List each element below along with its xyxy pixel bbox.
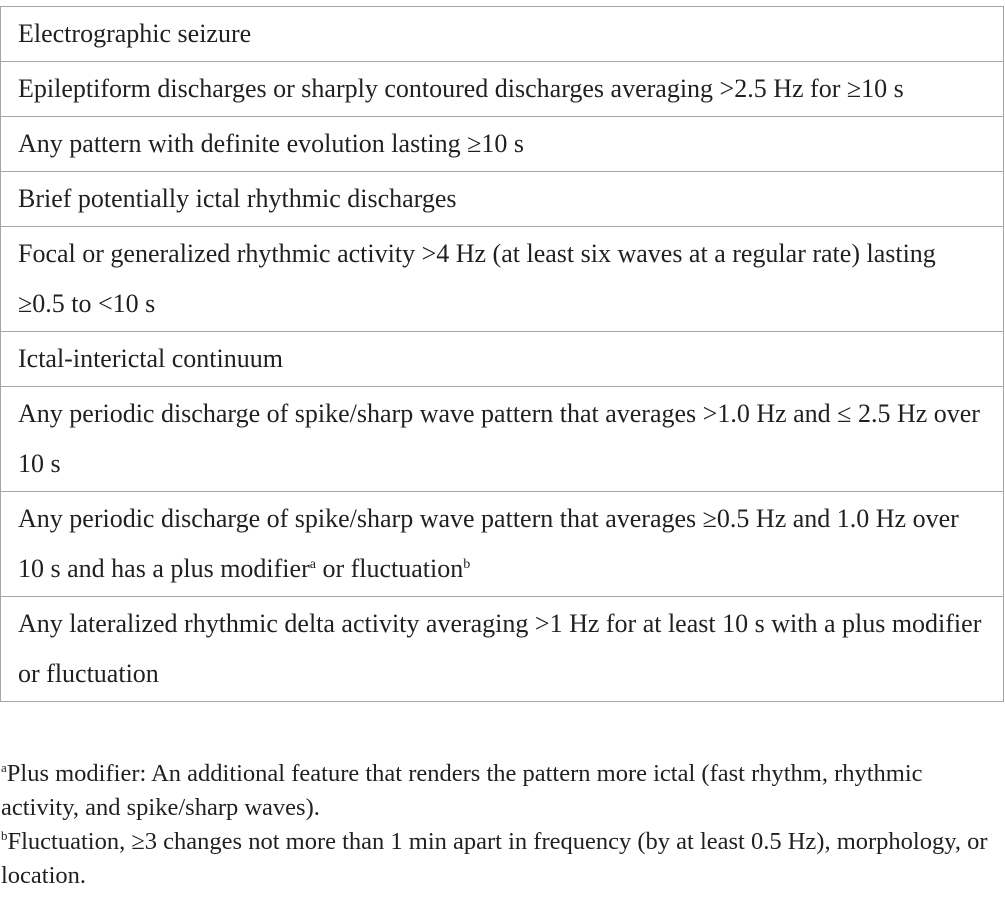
footnote-a <box>1 757 991 825</box>
footnote-marker-a: a <box>309 557 316 572</box>
table-cell-heading-ictal-interictal-continuum: Ictal-interictal continuum <box>1 332 1004 387</box>
table-cell-heading-brief-rhythmic-discharges: Brief potentially ictal rhythmic discharges <box>1 172 1004 227</box>
footnote-text: Fluctuation, ≥3 changes not more than 1 min apart in frequency (by at least 0.5 Hz), morphology, or location. <box>1 828 988 889</box>
footnote-text: Plus modifier: An additional feature that renders the pattern more ictal (fast rhythm, rhythmic activity, and spike/sharp waves). <box>1 760 923 821</box>
table-row <box>1 492 1004 597</box>
table-row <box>1 7 1004 62</box>
table-row <box>1 332 1004 387</box>
table-cell: Any pattern with definite evolution lasting ≥10 s <box>1 117 1004 172</box>
table-cell: Any periodic discharge of spike/sharp wave pattern that averages >1.0 Hz and ≤ 2.5 Hz over 10 s <box>1 387 1004 492</box>
table-cell: Focal or generalized rhythmic activity >4 Hz (at least six waves at a regular rate) lasting ≥0.5 to <10 s <box>1 227 1004 332</box>
footnote-b <box>1 825 991 893</box>
table-cell-heading-electrographic-seizure: Electrographic seizure <box>1 7 1004 62</box>
table-cell <box>1 492 1004 597</box>
criteria-table-container <box>0 6 1004 702</box>
footnote-marker: a <box>1 760 7 775</box>
table-row <box>1 172 1004 227</box>
table-row <box>1 597 1004 702</box>
footnote-marker-b: b <box>463 557 471 572</box>
table-row <box>1 227 1004 332</box>
table-footnotes <box>1 757 991 893</box>
footnote-marker: b <box>1 828 8 843</box>
cell-text: or fluctuation <box>315 554 464 583</box>
table-cell: Epileptiform discharges or sharply contoured discharges averaging >2.5 Hz for ≥10 s <box>1 62 1004 117</box>
table-cell: Any lateralized rhythmic delta activity averaging >1 Hz for at least 10 s with a plus modifier or fluctuation <box>1 597 1004 702</box>
criteria-table <box>0 6 1004 702</box>
table-row <box>1 62 1004 117</box>
table-row <box>1 387 1004 492</box>
table-row <box>1 117 1004 172</box>
cell-text: Any periodic discharge of spike/sharp wave pattern that averages ≥0.5 Hz and 1.0 Hz over 10 s and has a plus modifier <box>18 504 959 583</box>
